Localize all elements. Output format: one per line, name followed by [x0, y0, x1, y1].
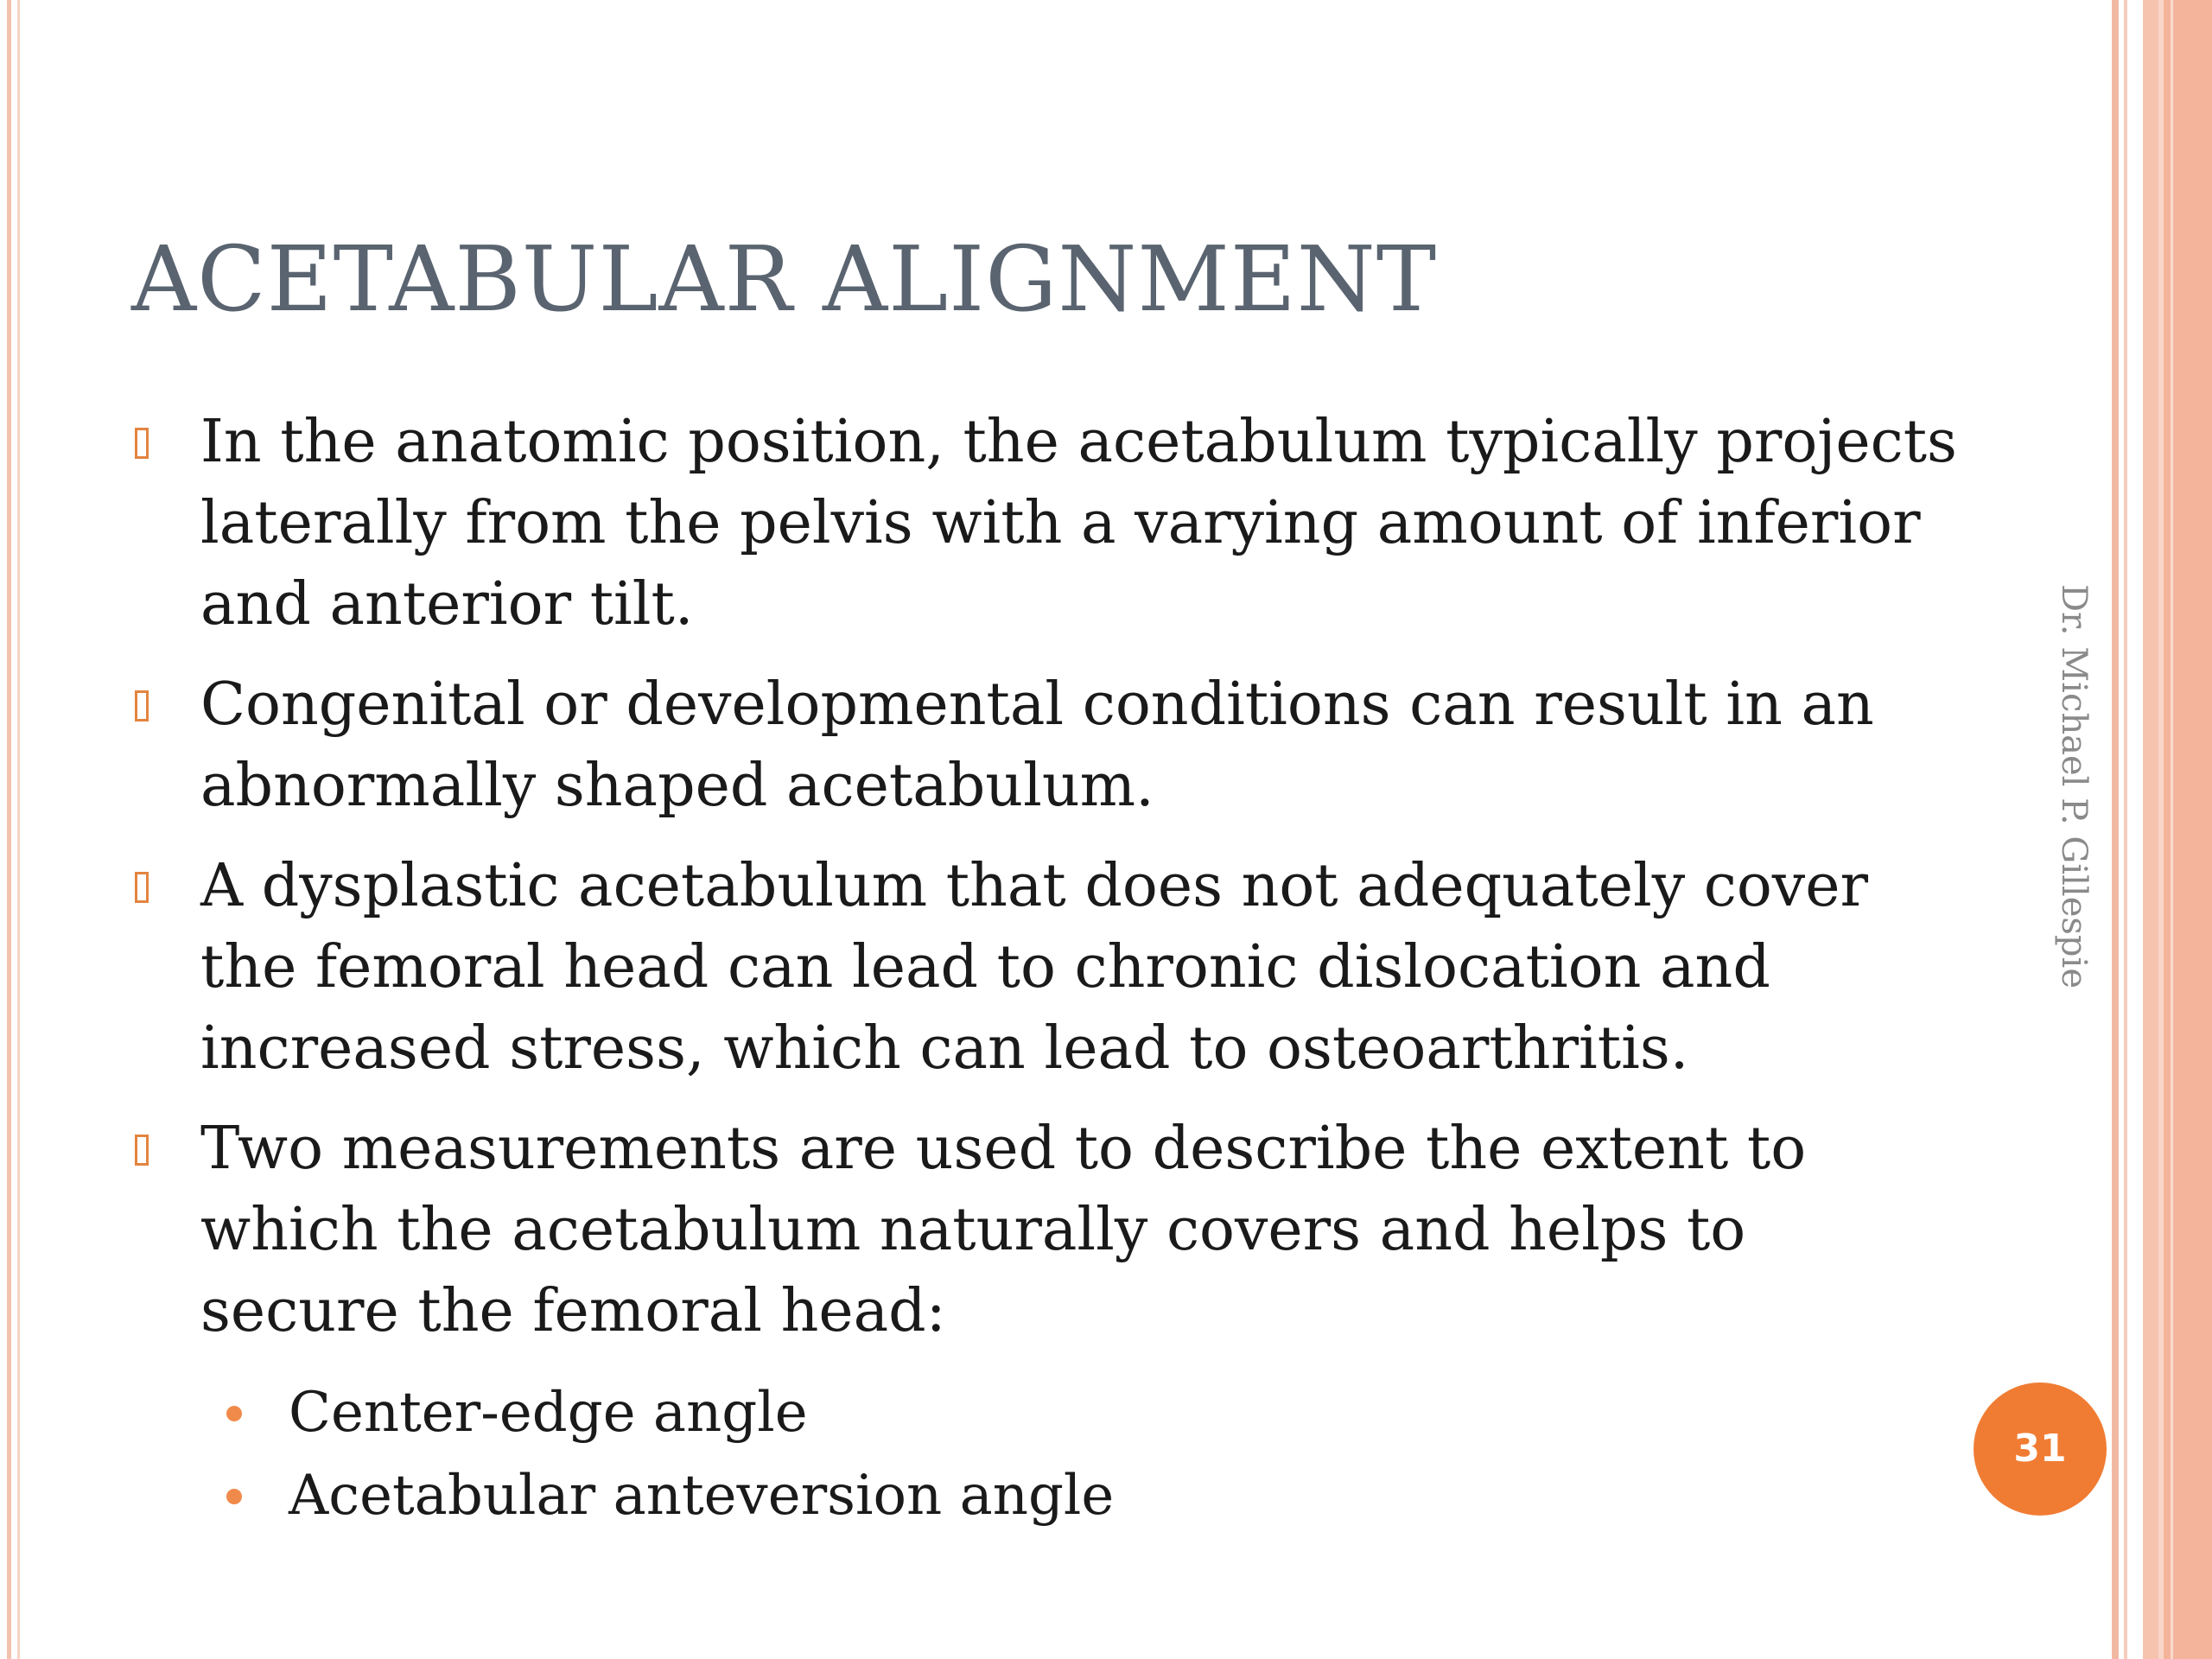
bullet-text: Congenital or developmental conditions can result in an abnormally shaped acetabulum.: [200, 671, 1874, 820]
square-outline-bullet-icon: [135, 428, 149, 459]
bullet-item: [130, 402, 1961, 645]
square-outline-bullet-icon: [135, 1135, 149, 1166]
dot-bullet-icon: [226, 1489, 242, 1504]
left-border-line-inner: [17, 0, 20, 1659]
sub-bullet-text: Acetabular anteversion angle: [289, 1464, 1115, 1528]
right-stripe: [2112, 0, 2119, 1659]
dot-bullet-icon: [226, 1406, 242, 1421]
bullet-text: Two measurements are used to describe the extent to which the acetabulum naturally covers and helps to secure the femoral head:: [200, 1115, 1807, 1345]
square-outline-bullet-icon: [135, 690, 149, 721]
slide-content: [130, 402, 1961, 1537]
left-border-line: [7, 0, 11, 1659]
bullet-item: [130, 664, 1961, 827]
right-stripe: [2124, 0, 2127, 1659]
sub-bullet-item: [130, 1454, 1961, 1537]
bullet-text: In the anatomic position, the acetabulum typically projects laterally from the pelvis with a varying amount of inferior and anterior tilt.: [200, 408, 1957, 639]
bullet-item: [130, 846, 1961, 1090]
right-stripe: [2143, 0, 2158, 1659]
bullet-item: [130, 1109, 1961, 1352]
sub-bullet-item: [130, 1371, 1961, 1454]
page-number-badge: 31: [1974, 1382, 2107, 1516]
slide-title: ACETABULAR ALIGNMENT: [131, 226, 1438, 332]
square-outline-bullet-icon: [135, 872, 149, 903]
right-stripe: [2171, 0, 2173, 1659]
author-credit: Dr. Michael P. Gillespie: [2054, 583, 2094, 988]
bullet-text: A dysplastic acetabulum that does not adequately cover the femoral head can lead to chronic dislocation and increased stress, which can lead to osteoarthritis.: [200, 852, 1868, 1083]
sub-bullet-text: Center-edge angle: [289, 1381, 808, 1445]
